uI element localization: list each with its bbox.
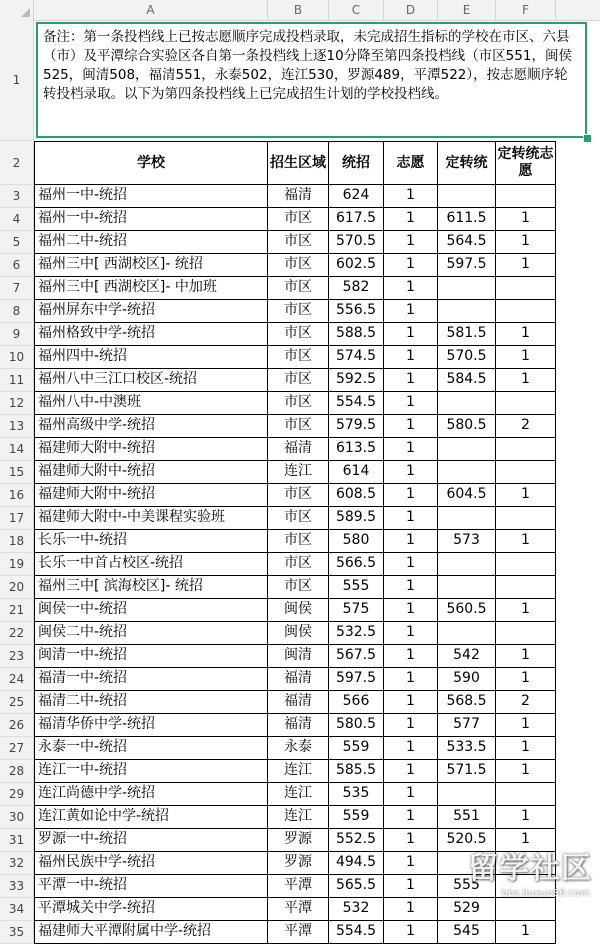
watermark-url: bbs.liuxue86.com [501, 888, 590, 899]
cell-school[interactable]: 平潭一中-统招 [34, 875, 268, 898]
cell-school[interactable]: 闽侯一中-统招 [34, 599, 268, 622]
cell-converted-score[interactable]: 604.5 [438, 484, 496, 507]
header-school[interactable]: 学校 [34, 141, 268, 185]
cell-school[interactable]: 福清二中-统招 [34, 691, 268, 714]
cell-school[interactable]: 连江黄如论中学-统招 [34, 806, 268, 829]
cell-region[interactable]: 罗源 [268, 852, 329, 875]
row-header-17[interactable]: 17 [0, 507, 34, 530]
cell-region[interactable]: 罗源 [268, 829, 329, 852]
cell-school[interactable]: 福州四中-统招 [34, 346, 268, 369]
row-header-1[interactable]: 1 [0, 20, 34, 141]
row-header-24[interactable]: 24 [0, 668, 34, 691]
cell-preference[interactable]: 1 [384, 714, 438, 737]
cell-school[interactable]: 福州民族中学-统招 [34, 852, 268, 875]
cell-region[interactable]: 连江 [268, 760, 329, 783]
row-header-32[interactable]: 32 [0, 852, 34, 875]
cell-converted-preference[interactable] [496, 553, 556, 576]
cell-region[interactable]: 市区 [268, 346, 329, 369]
cell-region[interactable]: 连江 [268, 783, 329, 806]
cell-school[interactable]: 平潭城关中学-统招 [34, 898, 268, 921]
cell-converted-score[interactable]: 581.5 [438, 323, 496, 346]
row-header-21[interactable]: 21 [0, 599, 34, 622]
cell-region[interactable]: 市区 [268, 277, 329, 300]
cell-unified-score[interactable]: 570.5 [329, 231, 384, 254]
cell-converted-preference[interactable] [496, 783, 556, 806]
cell-converted-preference[interactable]: 1 [496, 806, 556, 829]
header-converted-preference[interactable]: 定转统志愿 [496, 141, 556, 185]
cell-unified-score[interactable]: 575 [329, 599, 384, 622]
cell-converted-preference[interactable]: 1 [496, 599, 556, 622]
cell-converted-score[interactable]: 533.5 [438, 737, 496, 760]
column-header-d[interactable]: D [384, 0, 438, 20]
cell-unified-score[interactable]: 535 [329, 783, 384, 806]
cell-preference[interactable]: 1 [384, 691, 438, 714]
cell-converted-preference[interactable]: 1 [496, 231, 556, 254]
cell-preference[interactable]: 1 [384, 507, 438, 530]
row-header-6[interactable]: 6 [0, 254, 34, 277]
row-header-22[interactable]: 22 [0, 622, 34, 645]
cell-converted-preference[interactable]: 1 [496, 645, 556, 668]
cell-preference[interactable]: 1 [384, 346, 438, 369]
cell-school[interactable]: 福州一中-统招 [34, 208, 268, 231]
cell-converted-score[interactable]: 611.5 [438, 208, 496, 231]
cell-preference[interactable]: 1 [384, 231, 438, 254]
cell-school[interactable]: 福州八中三江口校区-统招 [34, 369, 268, 392]
cell-region[interactable]: 平潭 [268, 898, 329, 921]
cell-preference[interactable]: 1 [384, 277, 438, 300]
row-header-33[interactable]: 33 [0, 875, 34, 898]
row-header-35[interactable]: 35 [0, 921, 34, 944]
cell-converted-score[interactable]: 542 [438, 645, 496, 668]
cell-unified-score[interactable]: 559 [329, 737, 384, 760]
cell-region[interactable]: 平潭 [268, 875, 329, 898]
select-all-corner[interactable] [0, 0, 34, 20]
cell-unified-score[interactable]: 566 [329, 691, 384, 714]
cell-unified-score[interactable]: 574.5 [329, 346, 384, 369]
cell-region[interactable]: 市区 [268, 553, 329, 576]
row-header-16[interactable]: 16 [0, 484, 34, 507]
row-header-7[interactable]: 7 [0, 277, 34, 300]
cell-converted-preference[interactable]: 1 [496, 369, 556, 392]
row-header-28[interactable]: 28 [0, 760, 34, 783]
row-header-25[interactable]: 25 [0, 691, 34, 714]
cell-school[interactable]: 福州三中[ 西湖校区]- 中加班 [34, 277, 268, 300]
cell-preference[interactable]: 1 [384, 668, 438, 691]
cell-preference[interactable]: 1 [384, 829, 438, 852]
cell-school[interactable]: 福清一中-统招 [34, 668, 268, 691]
cell-region[interactable]: 福清 [268, 185, 329, 208]
cell-unified-score[interactable]: 588.5 [329, 323, 384, 346]
cell-region[interactable]: 市区 [268, 300, 329, 323]
cell-converted-score[interactable]: 560.5 [438, 599, 496, 622]
cell-unified-score[interactable]: 565.5 [329, 875, 384, 898]
cell-converted-score[interactable] [438, 507, 496, 530]
column-header-b[interactable]: B [268, 0, 329, 20]
row-header-19[interactable]: 19 [0, 553, 34, 576]
cell-preference[interactable]: 1 [384, 760, 438, 783]
row-header-15[interactable]: 15 [0, 461, 34, 484]
cell-converted-score[interactable] [438, 438, 496, 461]
cell-converted-score[interactable]: 580.5 [438, 415, 496, 438]
cell-region[interactable]: 市区 [268, 392, 329, 415]
cell-school[interactable]: 福建师大附中-统招 [34, 461, 268, 484]
cell-unified-score[interactable]: 566.5 [329, 553, 384, 576]
cell-unified-score[interactable]: 580 [329, 530, 384, 553]
cell-region[interactable]: 闽侯 [268, 599, 329, 622]
cell-converted-score[interactable]: 520.5 [438, 829, 496, 852]
cell-unified-score[interactable]: 580.5 [329, 714, 384, 737]
cell-converted-score[interactable]: 590 [438, 668, 496, 691]
cell-converted-score[interactable]: 577 [438, 714, 496, 737]
cell-unified-score[interactable]: 589.5 [329, 507, 384, 530]
cell-school[interactable]: 永泰一中-统招 [34, 737, 268, 760]
cell-converted-preference[interactable] [496, 392, 556, 415]
cell-unified-score[interactable]: 554.5 [329, 921, 384, 944]
cell-unified-score[interactable]: 614 [329, 461, 384, 484]
row-header-31[interactable]: 31 [0, 829, 34, 852]
cell-region[interactable]: 福清 [268, 438, 329, 461]
cell-converted-score[interactable]: 573 [438, 530, 496, 553]
cell-region[interactable]: 市区 [268, 576, 329, 599]
cell-unified-score[interactable]: 552.5 [329, 829, 384, 852]
cell-converted-preference[interactable] [496, 576, 556, 599]
cell-converted-preference[interactable] [496, 300, 556, 323]
cell-unified-score[interactable]: 585.5 [329, 760, 384, 783]
column-header-a[interactable]: A [34, 0, 268, 20]
cell-region[interactable]: 市区 [268, 530, 329, 553]
cell-converted-score[interactable]: 545 [438, 921, 496, 944]
cell-converted-preference[interactable]: 2 [496, 415, 556, 438]
cell-region[interactable]: 市区 [268, 208, 329, 231]
cell-school[interactable]: 福州三中[ 滨海校区]- 统招 [34, 576, 268, 599]
cell-preference[interactable]: 1 [384, 438, 438, 461]
cell-converted-preference[interactable] [496, 507, 556, 530]
cell-school[interactable]: 福州二中-统招 [34, 231, 268, 254]
cell-unified-score[interactable]: 579.5 [329, 415, 384, 438]
cell-converted-score[interactable]: 529 [438, 898, 496, 921]
cell-unified-score[interactable]: 555 [329, 576, 384, 599]
cell-converted-score[interactable]: 584.5 [438, 369, 496, 392]
row-header-3[interactable]: 3 [0, 185, 34, 208]
cell-region[interactable]: 市区 [268, 254, 329, 277]
cell-region[interactable]: 闽清 [268, 645, 329, 668]
cell-school[interactable]: 罗源一中-统招 [34, 829, 268, 852]
cell-region[interactable]: 市区 [268, 415, 329, 438]
row-header-8[interactable]: 8 [0, 300, 34, 323]
cell-converted-preference[interactable]: 1 [496, 921, 556, 944]
cell-region[interactable]: 市区 [268, 231, 329, 254]
cell-preference[interactable]: 1 [384, 323, 438, 346]
cell-school[interactable]: 福州八中-中澳班 [34, 392, 268, 415]
cell-region[interactable]: 福清 [268, 668, 329, 691]
cell-preference[interactable]: 1 [384, 484, 438, 507]
cell-region[interactable]: 连江 [268, 806, 329, 829]
select-all-triangle-icon [21, 8, 30, 17]
cell-unified-score[interactable]: 602.5 [329, 254, 384, 277]
cell-preference[interactable]: 1 [384, 553, 438, 576]
cell-unified-score[interactable]: 532 [329, 898, 384, 921]
cell-preference[interactable]: 1 [384, 783, 438, 806]
header-unified-score[interactable]: 统招 [329, 141, 384, 185]
cell-unified-score[interactable]: 556.5 [329, 300, 384, 323]
cell-converted-score[interactable] [438, 783, 496, 806]
cell-preference[interactable]: 1 [384, 415, 438, 438]
cell-unified-score[interactable]: 494.5 [329, 852, 384, 875]
row-header-30[interactable]: 30 [0, 806, 34, 829]
cell-converted-score[interactable] [438, 185, 496, 208]
cell-preference[interactable]: 1 [384, 300, 438, 323]
cell-converted-score[interactable] [438, 461, 496, 484]
cell-converted-score[interactable] [438, 622, 496, 645]
cell-region[interactable]: 福清 [268, 691, 329, 714]
cell-preference[interactable]: 1 [384, 599, 438, 622]
cell-region[interactable]: 连江 [268, 461, 329, 484]
cell-converted-preference[interactable] [496, 461, 556, 484]
cell-preference[interactable]: 1 [384, 185, 438, 208]
cell-region[interactable]: 市区 [268, 369, 329, 392]
cell-region[interactable]: 永泰 [268, 737, 329, 760]
cell-preference[interactable]: 1 [384, 852, 438, 875]
note-cell-A1[interactable]: 备注：第一条投档线上已按志愿顺序完成投档录取，未完成招生指标的学校在市区、六县（市）及平潭综合实验区各自第一条投档线上逐10分降至第四条投档线（市区551，闽侯525，闽清508，福清551，永泰502，连江530，罗源489，平潭522），按志愿顺序轮转投档录取。以下为第四条投档线上已完成招生计划的学校投档线。 [36, 22, 587, 138]
row-header-27[interactable]: 27 [0, 737, 34, 760]
fill-handle[interactable] [583, 134, 592, 143]
cell-converted-preference[interactable] [496, 622, 556, 645]
cell-converted-preference[interactable]: 1 [496, 323, 556, 346]
cell-preference[interactable]: 1 [384, 806, 438, 829]
cell-school[interactable]: 长乐一中-统招 [34, 530, 268, 553]
row-header-2[interactable]: 2 [0, 141, 34, 185]
cell-converted-score[interactable]: 555 [438, 875, 496, 898]
cell-preference[interactable]: 1 [384, 875, 438, 898]
cell-converted-preference[interactable]: 1 [496, 760, 556, 783]
cell-converted-preference[interactable]: 1 [496, 208, 556, 231]
row-header-5[interactable]: 5 [0, 231, 34, 254]
row-header-13[interactable]: 13 [0, 415, 34, 438]
cell-preference[interactable]: 1 [384, 898, 438, 921]
watermark-logo: 留学社区 [468, 851, 592, 886]
row-header-18[interactable]: 18 [0, 530, 34, 553]
cell-converted-preference[interactable] [496, 277, 556, 300]
cell-region[interactable]: 福清 [268, 714, 329, 737]
cell-converted-preference[interactable]: 1 [496, 254, 556, 277]
cell-school[interactable]: 闽侯二中-统招 [34, 622, 268, 645]
cell-school[interactable]: 福州三中[ 西湖校区]- 统招 [34, 254, 268, 277]
row-header-34[interactable]: 34 [0, 898, 34, 921]
cell-school[interactable]: 福建师大附中-统招 [34, 438, 268, 461]
cell-school[interactable]: 福州格致中学-统招 [34, 323, 268, 346]
cell-school[interactable]: 福清华侨中学-统招 [34, 714, 268, 737]
cell-region[interactable]: 市区 [268, 323, 329, 346]
cell-school[interactable]: 长乐一中首占校区-统招 [34, 553, 268, 576]
cell-region[interactable]: 市区 [268, 507, 329, 530]
cell-unified-score[interactable]: 624 [329, 185, 384, 208]
cell-unified-score[interactable]: 554.5 [329, 392, 384, 415]
cell-preference[interactable]: 1 [384, 622, 438, 645]
cell-school[interactable]: 福州一中-统招 [34, 185, 268, 208]
column-header-c[interactable]: C [329, 0, 384, 20]
cell-converted-preference[interactable]: 1 [496, 484, 556, 507]
cell-school[interactable]: 福建师大附中-统招 [34, 484, 268, 507]
cell-preference[interactable]: 1 [384, 208, 438, 231]
cell-unified-score[interactable]: 559 [329, 806, 384, 829]
cell-school[interactable]: 福州高级中学-统招 [34, 415, 268, 438]
cell-converted-preference[interactable]: 1 [496, 346, 556, 369]
cell-region[interactable]: 闽侯 [268, 622, 329, 645]
cell-unified-score[interactable]: 617.5 [329, 208, 384, 231]
cell-converted-score[interactable] [438, 300, 496, 323]
row-header-26[interactable]: 26 [0, 714, 34, 737]
cell-converted-score[interactable] [438, 392, 496, 415]
cell-preference[interactable]: 1 [384, 369, 438, 392]
header-converted-score[interactable]: 定转统 [438, 141, 496, 185]
cell-school[interactable]: 福建师大平潭附属中学-统招 [34, 921, 268, 944]
cell-region[interactable]: 平潭 [268, 921, 329, 944]
cell-unified-score[interactable]: 532.5 [329, 622, 384, 645]
cell-converted-preference[interactable]: 1 [496, 668, 556, 691]
cell-school[interactable]: 福州屏东中学-统招 [34, 300, 268, 323]
cell-converted-preference[interactable]: 1 [496, 714, 556, 737]
cell-school[interactable]: 连江尚德中学-统招 [34, 783, 268, 806]
cell-converted-score[interactable]: 551 [438, 806, 496, 829]
row-header-10[interactable]: 10 [0, 346, 34, 369]
row-header-9[interactable]: 9 [0, 323, 34, 346]
cell-unified-score[interactable]: 608.5 [329, 484, 384, 507]
row-header-12[interactable]: 12 [0, 392, 34, 415]
cell-unified-score[interactable]: 592.5 [329, 369, 384, 392]
cell-unified-score[interactable]: 613.5 [329, 438, 384, 461]
cell-school[interactable]: 闽清一中-统招 [34, 645, 268, 668]
cell-converted-preference[interactable]: 1 [496, 737, 556, 760]
cell-converted-score[interactable] [438, 277, 496, 300]
cell-converted-score[interactable] [438, 553, 496, 576]
cell-converted-preference[interactable] [496, 185, 556, 208]
column-header-f[interactable]: F [496, 0, 556, 20]
cell-school[interactable]: 福建师大附中-中美课程实验班 [34, 507, 268, 530]
cell-converted-score[interactable]: 571.5 [438, 760, 496, 783]
cell-preference[interactable]: 1 [384, 461, 438, 484]
column-header-e[interactable]: E [438, 0, 496, 20]
header-region[interactable]: 招生区域 [268, 141, 329, 185]
cell-preference[interactable]: 1 [384, 530, 438, 553]
cell-converted-preference[interactable] [496, 438, 556, 461]
cell-preference[interactable]: 1 [384, 645, 438, 668]
cell-preference[interactable]: 1 [384, 576, 438, 599]
cell-school[interactable]: 连江一中-统招 [34, 760, 268, 783]
cell-unified-score[interactable]: 567.5 [329, 645, 384, 668]
cell-converted-score[interactable]: 568.5 [438, 691, 496, 714]
cell-converted-score[interactable]: 564.5 [438, 231, 496, 254]
cell-converted-score[interactable] [438, 576, 496, 599]
row-header-4[interactable]: 4 [0, 208, 34, 231]
row-header-20[interactable]: 20 [0, 576, 34, 599]
row-header-29[interactable]: 29 [0, 783, 34, 806]
cell-preference[interactable]: 1 [384, 737, 438, 760]
row-header-23[interactable]: 23 [0, 645, 34, 668]
cell-converted-preference[interactable] [496, 898, 556, 921]
cell-preference[interactable]: 1 [384, 254, 438, 277]
row-header-11[interactable]: 11 [0, 369, 34, 392]
cell-unified-score[interactable]: 597.5 [329, 668, 384, 691]
cell-converted-score[interactable]: 570.5 [438, 346, 496, 369]
cell-converted-score[interactable]: 597.5 [438, 254, 496, 277]
header-preference[interactable]: 志愿 [384, 141, 438, 185]
cell-unified-score[interactable]: 582 [329, 277, 384, 300]
row-header-14[interactable]: 14 [0, 438, 34, 461]
cell-preference[interactable]: 1 [384, 392, 438, 415]
cell-converted-preference[interactable]: 1 [496, 829, 556, 852]
cell-converted-preference[interactable]: 1 [496, 530, 556, 553]
cell-region[interactable]: 市区 [268, 484, 329, 507]
cell-converted-preference[interactable]: 2 [496, 691, 556, 714]
cell-preference[interactable]: 1 [384, 921, 438, 944]
